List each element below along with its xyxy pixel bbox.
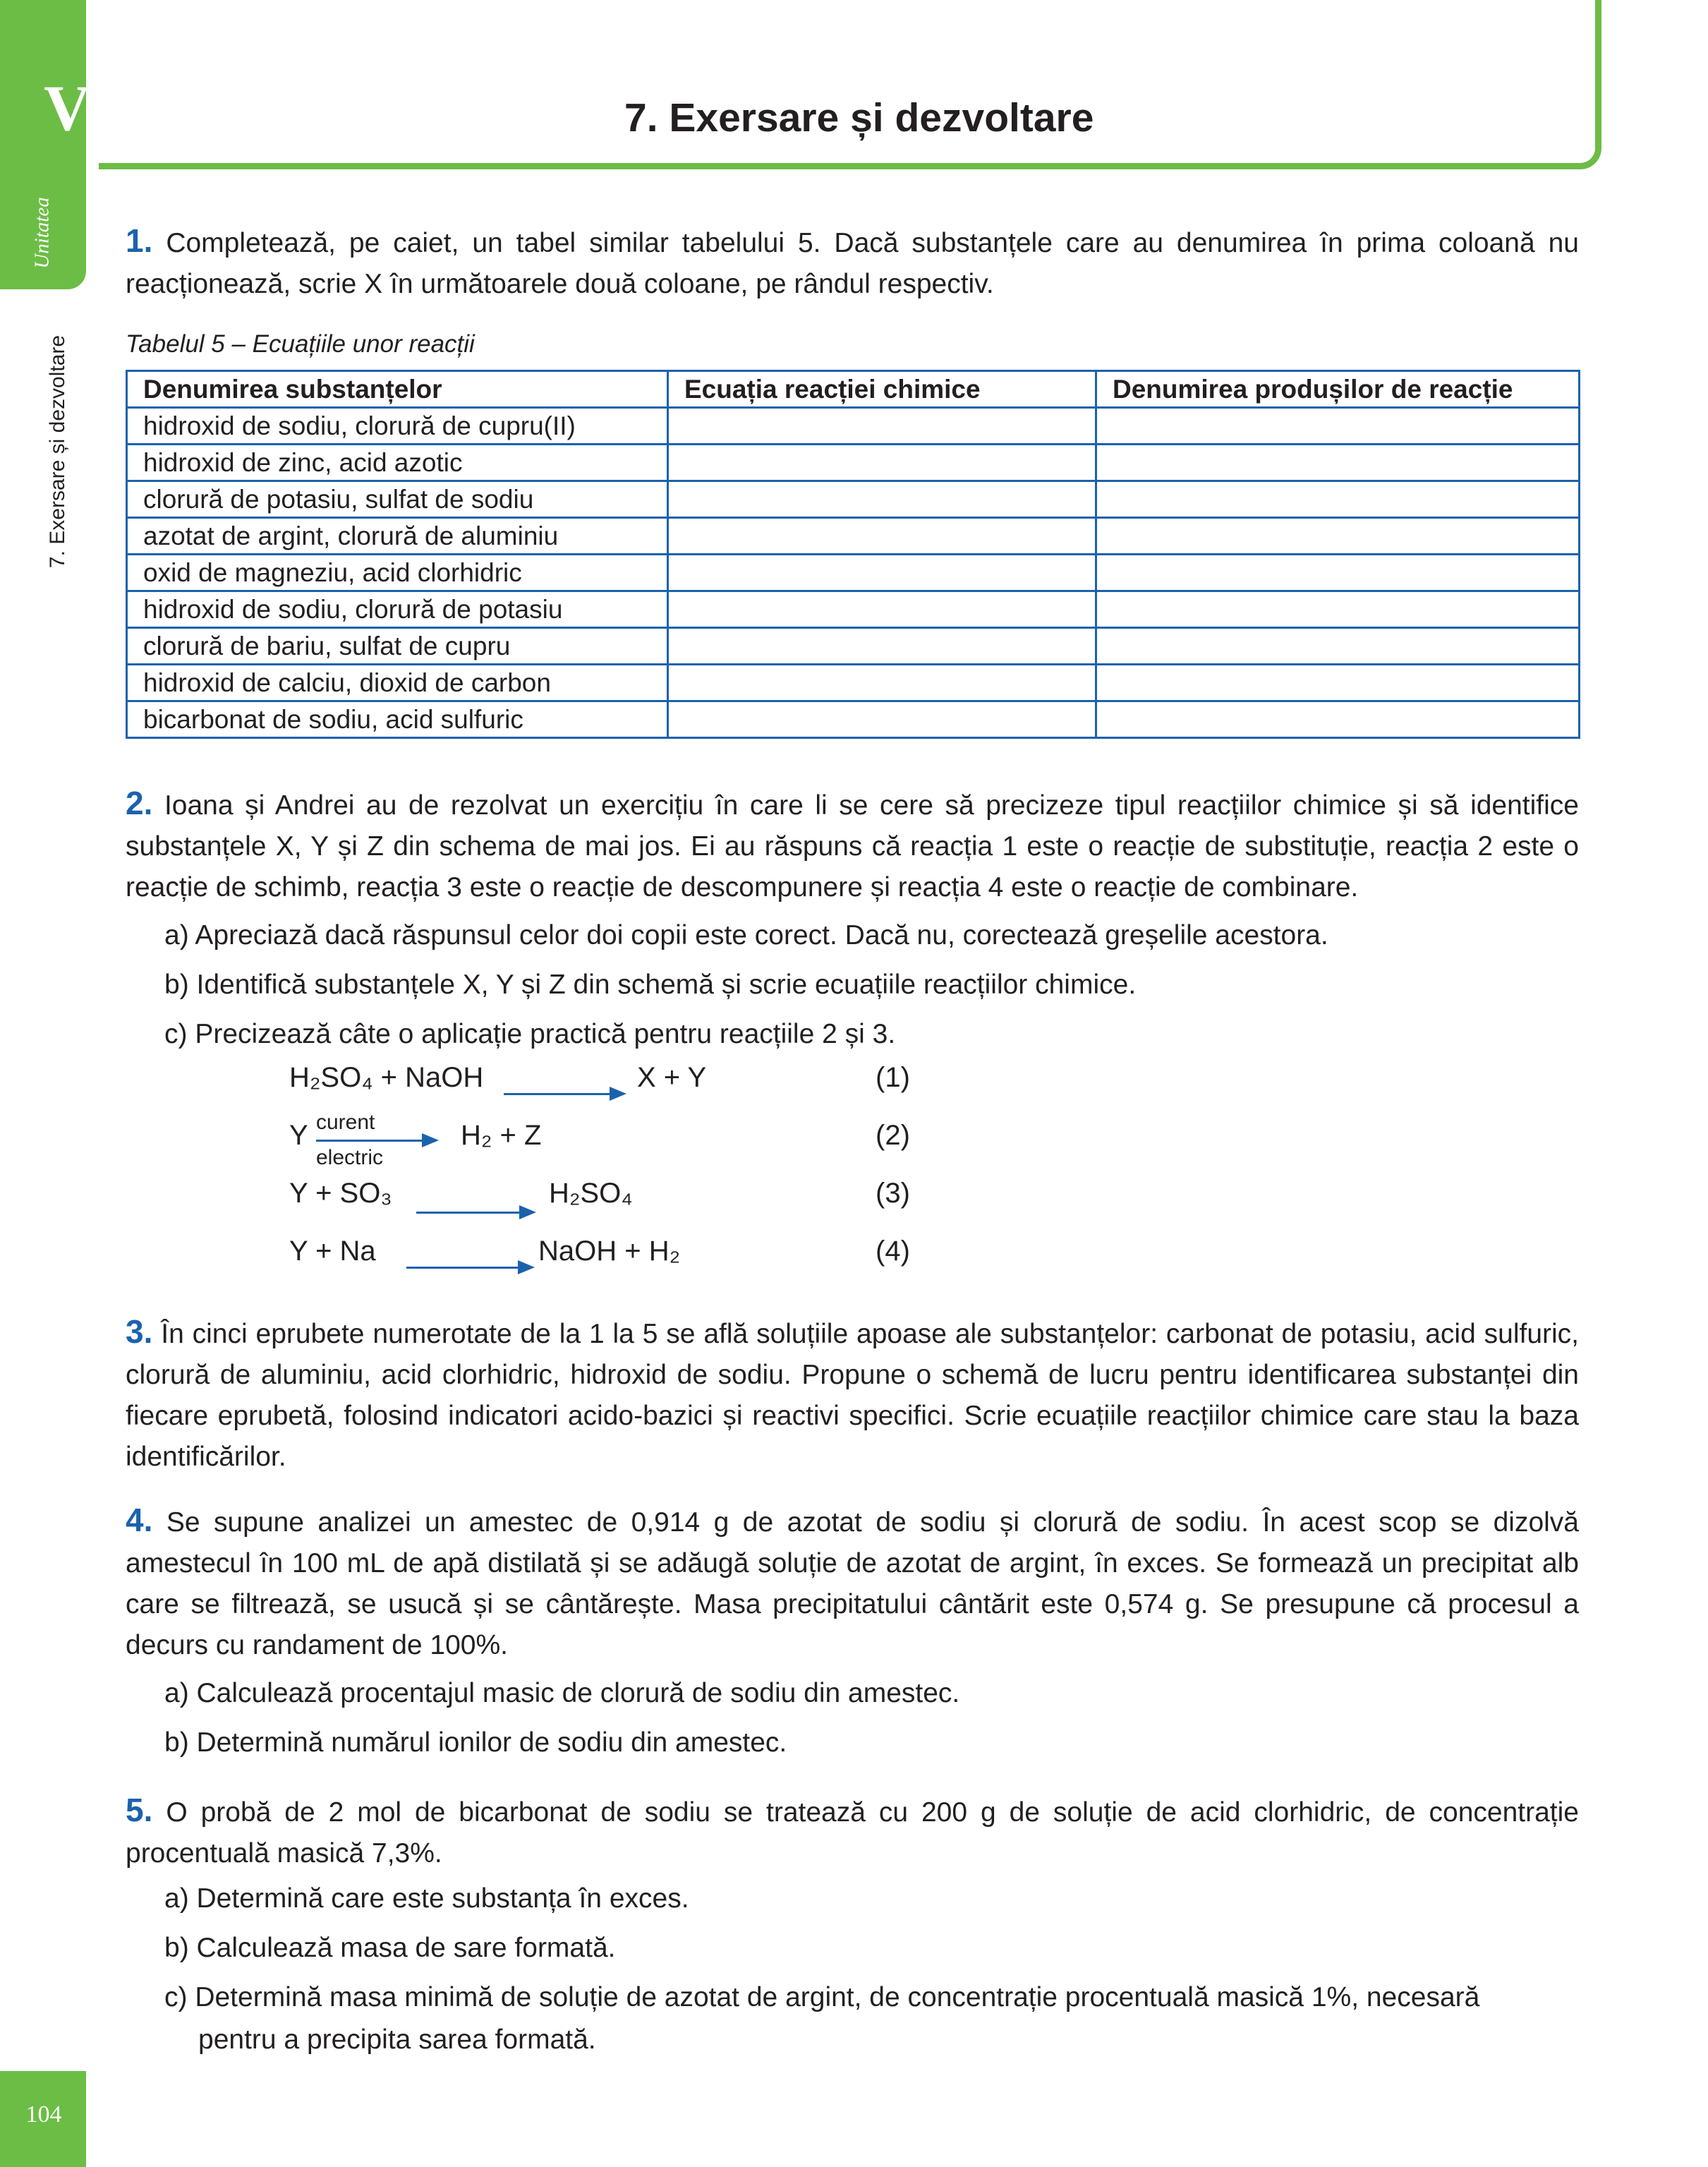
table-cell <box>1096 701 1580 738</box>
table-row <box>127 408 1580 445</box>
reaction-2-number: (2) <box>876 1120 910 1151</box>
exercise-4-number: 4. <box>126 1502 153 1538</box>
reaction-1-reactants: H₂SO₄ + NaOH <box>289 1062 484 1093</box>
page-title: 7. Exersare și dezvoltare <box>624 95 1094 140</box>
reactions-table <box>126 370 1580 739</box>
arrow-right-icon <box>416 1212 533 1214</box>
exercise-1 <box>126 220 1579 305</box>
table-cell <box>1096 445 1580 481</box>
exercise-3-text: În cinci eprubete numerotate de la 1 la 5 se află soluțiile apoase ale substanțelor: carbonat de potasiu, acid sulfuric, clorură de aluminiu, acid clorhidric, hidroxid de sodiu. Propune o schemă de lucru pentru identificarea substanței din fiecare eprubetă, folosind indicatori acido-bazici și reactivi specifici. Scrie ecuațiile reacțiilor chimice care stau la baza identificărilor. <box>126 1319 1580 1472</box>
exercise-1-text: Completează, pe caiet, un tabel similar tabelului 5. Dacă substanțele care au denumirea în prima coloană nu reacționează, scrie X în următoarele două coloane, pe rândul respectiv. <box>126 228 1579 299</box>
arrow-right-icon <box>504 1093 624 1095</box>
table-row <box>127 481 1580 518</box>
reaction-4-reactants: Y + Na <box>289 1236 376 1267</box>
reaction-1-products: X + Y <box>637 1062 707 1093</box>
table-cell: hidroxid de sodiu, clorură de potasiu <box>127 591 668 628</box>
exercise-4-b: b) Determină numărul ionilor de sodiu din amestec. <box>164 1727 787 1758</box>
exercise-4-text: Se supune analizei un amestec de 0,914 g de azotat de sodiu și clorură de sodiu. În acest scop se dizolvă amestecul în 100 mL de apă distilată și se adăugă soluție de azotat de argint, în exces. Se formează un precipitat alb care se filtrează, se usucă și se cântărește. Masa precipitatului cântărit este 0,574 g. Se presupune că procesul a decurs cu randament de 100%. <box>126 1507 1579 1660</box>
table-cell <box>668 701 1096 738</box>
exercise-2-a: a) Apreciază dacă răspunsul celor doi copii este corect. Dacă nu, corectează greșelile acestora. <box>164 920 1328 950</box>
reaction-1-number: (1) <box>876 1062 910 1093</box>
table-row <box>127 628 1580 665</box>
table-cell <box>1096 481 1580 518</box>
side-section-title: 7. Exersare și dezvoltare <box>46 334 69 569</box>
table-cell: oxid de magneziu, acid clorhidric <box>127 555 668 591</box>
exercise-2-b: b) Identifică substanțele X, Y și Z din schemă și scrie ecuațiile reacțiilor chimice. <box>164 970 1137 1000</box>
table-caption: Tabelul 5 – Ecuațiile unor reacții <box>126 330 475 358</box>
table-row <box>127 665 1580 701</box>
table-cell <box>668 408 1096 445</box>
table-row <box>127 701 1580 738</box>
table-header-row <box>127 371 1580 408</box>
table-cell: clorură de potasiu, sulfat de sodiu <box>127 481 668 518</box>
table-cell <box>668 665 1096 701</box>
arrow-right-icon <box>406 1267 532 1269</box>
exercise-3-number: 3. <box>126 1313 153 1350</box>
table-cell <box>668 481 1096 518</box>
table-cell <box>1096 555 1580 591</box>
exercise-4 <box>126 1499 1579 1666</box>
exercise-5 <box>126 1789 1579 1874</box>
reaction-4-products: NaOH + H₂ <box>538 1236 681 1267</box>
table-cell <box>1096 408 1580 445</box>
exercise-4-a: a) Calculează procentajul masic de clorură de sodiu din amestec. <box>164 1678 960 1708</box>
exercise-5-c-continued: pentru a precipita sarea formată. <box>198 2024 596 2055</box>
table-cell <box>1096 665 1580 701</box>
exercise-5-a: a) Determină care este substanța în exces. <box>164 1883 689 1914</box>
exercise-1-number: 1. <box>126 222 153 259</box>
reaction-2-reactant: Y <box>289 1120 308 1151</box>
table-cell <box>1096 518 1580 555</box>
table-cell <box>668 628 1096 665</box>
reaction-3-number: (3) <box>876 1178 910 1209</box>
reaction-scheme <box>126 1062 1579 1295</box>
table-header-cell: Ecuația reacției chimice <box>668 371 1096 408</box>
reaction-3-products: H₂SO₄ <box>549 1178 633 1209</box>
table-cell: hidroxid de sodiu, clorură de cupru(II) <box>127 408 668 445</box>
exercise-5-c: c) Determină masa minimă de soluție de azotat de argint, de concentrație procentuală masică 1%, necesară <box>164 1982 1480 2012</box>
table-cell: clorură de bariu, sulfat de cupru <box>127 628 668 665</box>
unit-label: Unitatea <box>30 197 54 269</box>
table-cell: azotat de argint, clorură de aluminiu <box>127 518 668 555</box>
exercise-2-c: c) Precizează câte o aplicație practică pentru reacțiile 2 și 3. <box>164 1019 896 1049</box>
table-cell <box>1096 591 1580 628</box>
header-frame <box>99 0 1601 169</box>
table-cell: bicarbonat de sodiu, acid sulfuric <box>127 701 668 738</box>
table-cell <box>1096 628 1580 665</box>
table-header-cell: Denumirea substanțelor <box>127 371 668 408</box>
reaction-4-number: (4) <box>876 1236 910 1267</box>
table-cell <box>668 518 1096 555</box>
reaction-2-condition-bottom: electric <box>316 1146 384 1169</box>
table-row <box>127 555 1580 591</box>
exercise-2-number: 2. <box>126 785 153 821</box>
table-cell <box>668 445 1096 481</box>
exercise-2-text: Ioana și Andrei au de rezolvat un exercițiu în care li se cere să precizeze tipul reacțiilor chimice și să identifice substanțele X, Y și Z din schema de mai jos. Ei au răspuns că reacția 1 este o reacție de substituție, reacția 2 este o reacție de schimb, reacția 3 este o reacție de descompunere și reacția 4 este o reacție de combinare. <box>126 790 1579 903</box>
table-cell <box>668 591 1096 628</box>
table-cell <box>668 555 1096 591</box>
page-number: 104 <box>25 2101 62 2127</box>
exercise-5-b: b) Calculează masa de sare formată. <box>164 1933 616 1963</box>
table-row <box>127 518 1580 555</box>
exercise-5-number: 5. <box>126 1792 153 1828</box>
exercise-5-text: O probă de 2 mol de bicarbonat de sodiu se tratează cu 200 g de soluție de acid clorhidric, de concentrație procentuală masică 7,3%. <box>126 1797 1579 1869</box>
table-row <box>127 591 1580 628</box>
reaction-3-reactants: Y + SO₃ <box>289 1178 392 1209</box>
exercise-3 <box>126 1311 1579 1478</box>
reaction-2-products: H₂ + Z <box>461 1120 542 1151</box>
arrow-right-icon <box>316 1140 436 1142</box>
table-header-cell: Denumirea produșilor de reacție <box>1096 371 1580 408</box>
unit-number: VI <box>44 72 116 144</box>
table-cell: hidroxid de calciu, dioxid de carbon <box>127 665 668 701</box>
table-row <box>127 445 1580 481</box>
reaction-2-condition-top: curent <box>316 1111 375 1134</box>
exercise-2 <box>126 783 1579 908</box>
table-cell: hidroxid de zinc, acid azotic <box>127 445 668 481</box>
